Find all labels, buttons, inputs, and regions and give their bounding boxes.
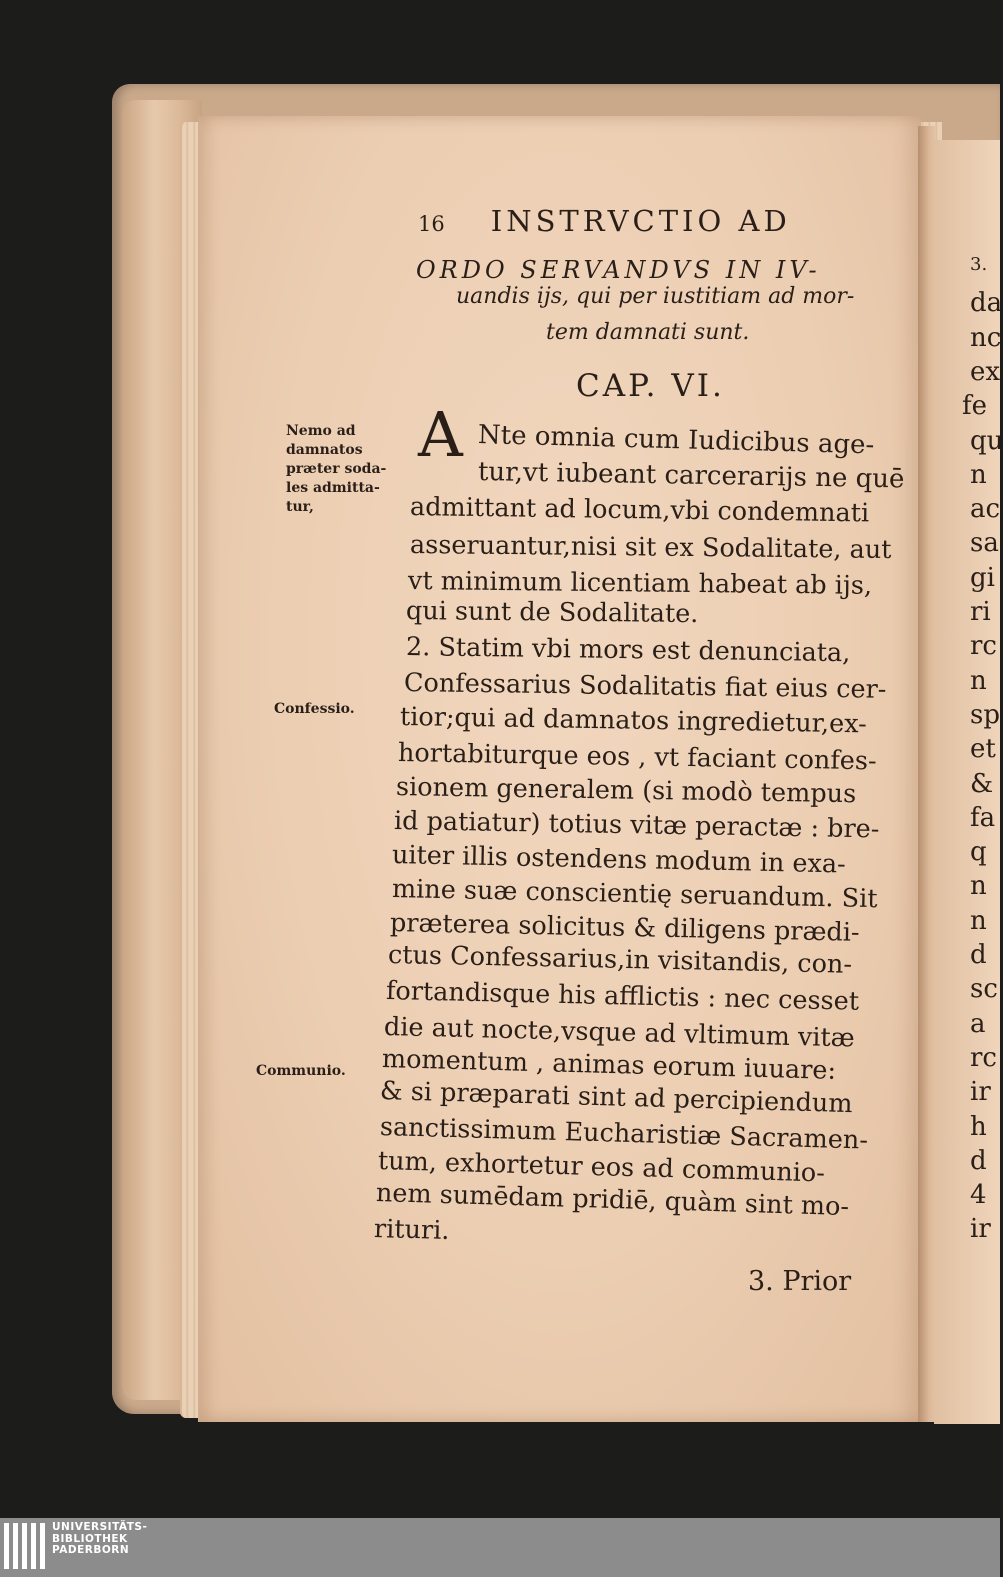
body-line: tum, exhortetur eos ad communio-	[377, 1146, 826, 1189]
right-page-line: ir	[970, 1214, 991, 1245]
margin-note-line: Confessio.	[274, 701, 355, 717]
library-name	[52, 1522, 252, 1557]
right-page-line: q	[970, 837, 987, 868]
body-line: sionem generalem (si modò tempus	[395, 772, 857, 810]
body-line: nem sumēdam pridiē, quàm sint mo-	[375, 1178, 850, 1223]
library-line-1: UNIVERSITÄTS-	[52, 1521, 148, 1533]
right-page-line: sc	[970, 974, 998, 1005]
chapter-title-line-2: uandis ijs, qui per iustitiam ad mor-	[456, 284, 855, 309]
body-line: ctus Confessarius,in visitandis, con-	[387, 940, 853, 980]
body-line: sanctissimum Eucharistiæ Sacramen-	[379, 1112, 869, 1156]
margin-note-line: Nemo ad	[286, 423, 356, 439]
right-page-line: ir	[970, 1077, 991, 1108]
body-line: id patiatur) totius vitæ peractæ : bre-	[393, 806, 880, 845]
chapter-number: CAP. VI.	[576, 368, 725, 404]
body-line: Confessarius Sodalitatis fiat eius cer-	[403, 668, 887, 705]
right-page-line: rc	[970, 631, 997, 662]
right-page-line: d	[970, 1145, 987, 1176]
margin-note-line: les admitta-	[286, 480, 380, 496]
chapter-title-line-3: tem damnati sunt.	[546, 320, 750, 345]
right-page-line: fa	[970, 802, 996, 833]
right-page-line: a	[970, 1008, 986, 1039]
running-header	[418, 204, 868, 238]
page-number: 16	[418, 212, 445, 236]
margin-note-line: Communio.	[256, 1063, 346, 1079]
body-line: & si præparati sint ad percipiendum	[379, 1076, 853, 1120]
body-line: admittant ad locum,vbi condemnati	[409, 492, 870, 529]
body-line: qui sunt de Sodalitate.	[405, 596, 699, 630]
right-page-line: ac	[970, 494, 1001, 525]
right-page-line: ri	[970, 597, 991, 627]
right-page-line: nc	[970, 322, 1002, 353]
margin-note	[286, 422, 386, 517]
right-page-line: h	[970, 1111, 987, 1142]
library-logo-icon	[4, 1523, 46, 1569]
right-page-line: d	[970, 940, 987, 970]
right-page-line: gi	[970, 562, 995, 593]
chapter-title-line-1: ORDO SERVANDVS IN IV-	[416, 256, 821, 284]
body-line: uiter illis ostendens modum in exa-	[391, 840, 847, 880]
body-line: vt minimum licentiam habeat ab ijs,	[407, 566, 873, 601]
right-page-line: da	[970, 288, 1003, 319]
catchword: 3. Prior	[748, 1266, 852, 1297]
right-page-line: 4	[970, 1180, 987, 1211]
right-page-line: qu	[970, 425, 1003, 456]
body-line: hortabiturque eos , vt faciant confes-	[397, 738, 877, 777]
body-line: momentum , animas eorum iuuare:	[381, 1044, 837, 1086]
right-page-line: et	[970, 734, 996, 765]
body-line: præterea solicitus & diligens prædi-	[389, 908, 860, 948]
body-line: tior;qui ad damnatos ingredietur,ex-	[399, 702, 868, 740]
margin-note-line: tur,	[286, 499, 314, 515]
right-page-line: sp	[970, 699, 1000, 730]
body-line: 2. Statim vbi mors est denunciata,	[405, 632, 851, 669]
body-line: Nte omnia cum Iudicibus age-	[477, 420, 875, 461]
running-title: INSTRVCTIO AD	[490, 204, 791, 238]
library-line-3: PADERBORN	[52, 1544, 130, 1556]
margin-note-line: præter soda-	[286, 461, 387, 477]
drop-cap: A	[418, 398, 463, 471]
margin-note	[274, 700, 355, 719]
right-page-line: ex	[970, 356, 1001, 387]
right-page-line: &	[970, 768, 994, 799]
right-page-line: n	[970, 905, 987, 936]
right-page-line: n	[970, 665, 987, 696]
margin-note-line: damnatos	[286, 442, 363, 458]
margin-note	[256, 1062, 346, 1081]
library-line-2: BIBLIOTHEK	[52, 1532, 128, 1545]
right-page-line: fe	[962, 391, 988, 422]
body-line: mine suæ conscientię seruandum. Sit	[391, 874, 878, 915]
body-line: fortandisque his afflictis : nec cesset	[385, 976, 860, 1017]
body-line: asseruantur,nisi sit ex Sodalitate, aut	[409, 530, 892, 566]
right-page-line: sa	[970, 528, 999, 559]
body-line: tur,vt iubeant carcerarijs ne quē	[477, 457, 905, 495]
right-page-line: n	[970, 459, 987, 490]
body-line: rituri.	[373, 1214, 450, 1246]
right-page-line: rc	[970, 1042, 997, 1073]
right-page-line: 3.	[970, 254, 988, 275]
right-page-line: n	[970, 871, 987, 902]
body-line: die aut nocte,vsque ad vltimum vitæ	[383, 1012, 856, 1054]
